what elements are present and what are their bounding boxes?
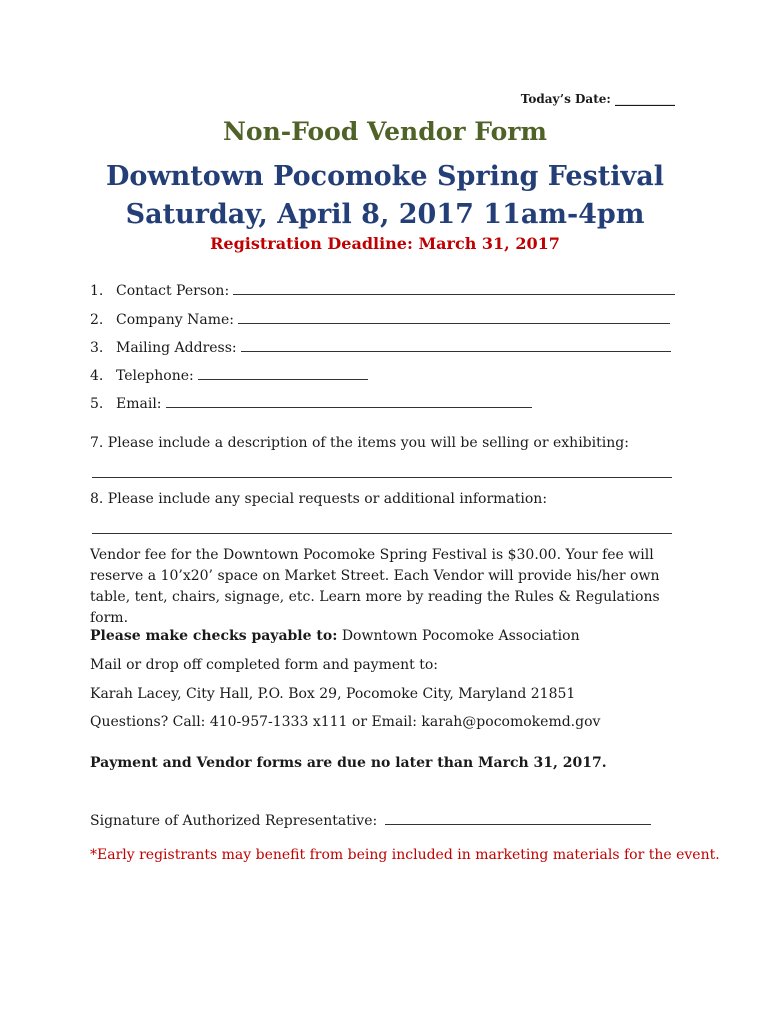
field-number: 1. <box>90 283 104 299</box>
field-label: Mailing Address: <box>116 340 237 356</box>
field-label: Email: <box>116 396 162 412</box>
company-name-blank[interactable] <box>238 311 670 324</box>
mailing-address-blank[interactable] <box>241 339 671 352</box>
company-name-field[interactable] <box>90 311 670 328</box>
field-number: 3. <box>90 340 104 356</box>
registration-deadline: Registration Deadline: March 31, 2017 <box>210 234 560 253</box>
items-description-answer-line[interactable] <box>92 477 672 478</box>
field-label: Company Name: <box>116 312 234 328</box>
due-date-notice: Payment and Vendor forms are due no later than March 31, 2017. <box>90 755 607 771</box>
email-field[interactable] <box>90 395 532 412</box>
field-label: Contact Person: <box>116 283 230 299</box>
todays-date-label: Today’s Date: __________ <box>520 92 675 106</box>
field-number: 2. <box>90 312 104 328</box>
festival-title-line2: Saturday, April 8, 2017 11am-4pm <box>125 199 645 230</box>
vendor-fee-paragraph: Vendor fee for the Downtown Pocomoke Spring Festival is $30.00. Your fee will reserve a 10’x20’ space on Market Street. Each Vendor will provide his/her own table, tent, chairs, signage, etc. Learn more by reading the Rules & Regulations form. <box>90 547 660 626</box>
field-number: 5. <box>90 396 104 412</box>
questions-contact-line: Questions? Call: 410-957-1333 x111 or Email: karah@pocomokemd.gov <box>90 714 601 730</box>
signature-line[interactable] <box>90 812 651 829</box>
field-number: 4. <box>90 368 104 384</box>
signature-blank[interactable] <box>385 812 651 825</box>
question-special-requests: 8. Please include any special requests or additional information: <box>90 491 548 507</box>
mailing-address-field[interactable] <box>90 339 671 356</box>
special-requests-answer-line[interactable] <box>92 533 672 534</box>
form-title: Non-Food Vendor Form <box>223 117 547 146</box>
festival-title-line1: Downtown Pocomoke Spring Festival <box>106 161 664 192</box>
mailing-address-text: Karah Lacey, City Hall, P.O. Box 29, Pocomoke City, Maryland 21851 <box>90 686 576 702</box>
checks-payable-label: Please make checks payable to: <box>90 628 338 644</box>
early-registrants-note: *Early registrants may benefit from being included in marketing materials for the event. <box>90 847 720 863</box>
field-label: Telephone: <box>116 368 194 384</box>
email-blank[interactable] <box>166 395 532 408</box>
telephone-blank[interactable] <box>198 367 368 380</box>
contact-person-field[interactable] <box>90 282 675 299</box>
contact-person-blank[interactable] <box>233 282 675 295</box>
question-items-description: 7. Please include a description of the items you will be selling or exhibiting: <box>90 435 629 451</box>
checks-payable-value: Downtown Pocomoke Association <box>341 628 580 644</box>
checks-payable-line <box>90 628 580 644</box>
signature-label: Signature of Authorized Representative: <box>90 813 378 829</box>
telephone-field[interactable] <box>90 367 368 384</box>
mail-instructions: Mail or drop off completed form and payment to: <box>90 657 439 673</box>
festival-title <box>0 158 770 234</box>
